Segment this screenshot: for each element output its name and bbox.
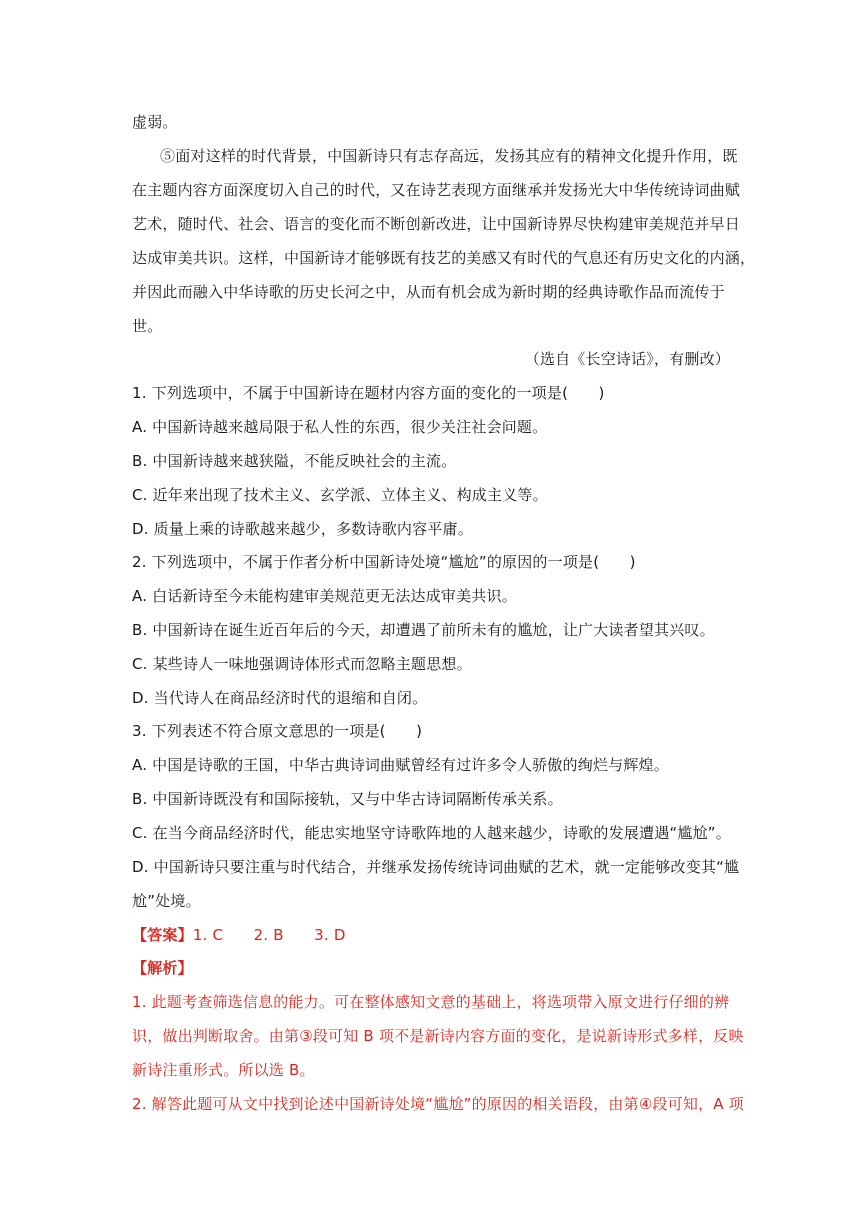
answer-values: 1. C 2. B 3. D — [192, 926, 346, 944]
question-1-option-d: D. 质量上乘的诗歌越来越少，多数诗歌内容平庸。 — [132, 520, 473, 538]
question-2-stem: 2. 下列选项中，不属于作者分析中国新诗处境“尴尬”的原因的一项是( ) — [132, 553, 636, 571]
passage-para5-line-1: ⑤面对这样的时代背景，中国新诗只有志存高远，发扬其应有的精神文化提升作用，既 — [160, 147, 738, 165]
question-3-stem: 3. 下列表述不符合原文意思的一项是( ) — [132, 722, 423, 740]
question-1-option-a: A. 中国新诗越来越局限于私人性的东西，很少关注社会问题。 — [132, 418, 548, 436]
question-3-option-c: C. 在当今商品经济时代，能忠实地坚守诗歌阵地的人越来越少，诗歌的发展遭遇“尴尬”。 — [132, 824, 731, 842]
question-2-option-a: A. 白话新诗至今未能构建审美规范更无法达成审美共识。 — [132, 587, 517, 605]
passage-line-0: 虚弱。 — [132, 113, 178, 131]
question-2-option-d: D. 当代诗人在商品经济时代的退缩和自闭。 — [132, 689, 428, 707]
question-1-option-b: B. 中国新诗越来越狭隘，不能反映社会的主流。 — [132, 452, 457, 470]
question-2-option-c: C. 某些诗人一味地强调诗体形式而忽略主题思想。 — [132, 655, 472, 673]
question-2-option-b: B. 中国新诗在诞生近百年后的今天，却遭遇了前所未有的尴尬，让广大读者望其兴叹。 — [132, 621, 715, 639]
analysis-tag: 【解析】 — [132, 959, 193, 977]
passage-para5-line-2: 在主题内容方面深度切入自己的时代，又在诗艺表现方面继承并发扬光大中华传统诗词曲赋 — [132, 181, 741, 199]
question-3-option-d-cont: 尬”处境。 — [132, 892, 201, 910]
question-1-stem: 1. 下列选项中，不属于中国新诗在题材内容方面的变化的一项是( ) — [132, 384, 605, 402]
passage-para5-line-3: 艺术，随时代、社会、语言的变化而不断创新改进，让中国新诗界尽快构建审美规范并早日 — [132, 215, 741, 233]
answer-line — [132, 925, 346, 945]
question-3-option-b: B. 中国新诗既没有和国际接轨，又与中华古诗词隔断传承关系。 — [132, 790, 563, 808]
question-3-option-d: D. 中国新诗只要注重与时代结合，并继承发扬传统诗词曲赋的艺术，就一定能够改变其“尴 — [132, 858, 740, 876]
passage-para5-line-4: 达成审美共识。这样，中国新诗才能够既有技艺的美感又有时代的气息还有历史文化的内涵， — [132, 249, 756, 267]
answer-tag: 【答案】 — [132, 926, 193, 944]
passage-para5-line-6: 世。 — [132, 317, 163, 335]
analysis-1-line-2: 识，做出判断取舍。由第③段可知 B 项不是新诗内容方面的变化，是说新诗形式多样，反映 — [132, 1027, 744, 1045]
analysis-1-line-3: 新诗注重形式。所以选 B。 — [132, 1061, 315, 1079]
question-1-option-c: C. 近年来出现了技术主义、玄学派、立体主义、构成主义等。 — [132, 486, 548, 504]
passage-source: （选自《长空诗话》，有删改） — [524, 350, 730, 368]
analysis-1-line-1: 1. 此题考查筛选信息的能力。可在整体感知文意的基础上，将选项带入原文进行仔细的辨 — [132, 993, 730, 1011]
analysis-2-line-1: 2. 解答此题可从文中找到论述中国新诗处境“尴尬”的原因的相关语段，由第④段可知，A 项 — [132, 1095, 744, 1113]
question-3-option-a: A. 中国是诗歌的王国，中华古典诗词曲赋曾经有过许多令人骄傲的绚烂与辉煌。 — [132, 756, 669, 774]
passage-para5-line-5: 并因此而融入中华诗歌的历史长河之中，从而有机会成为新时期的经典诗歌作品而流传于 — [132, 283, 725, 301]
